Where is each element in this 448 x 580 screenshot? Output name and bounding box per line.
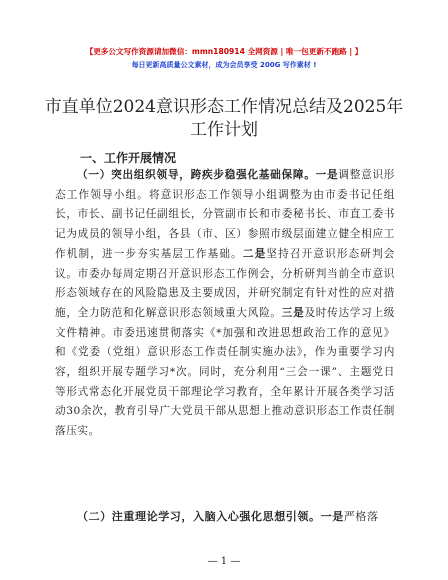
subsection-heading-1: （一）突出组织领导，跨疾步稳强化基础保障。: [77, 169, 316, 181]
point-marker: 一是: [315, 169, 339, 181]
promo-banner-line-2: 每日更新高质量公文素材，成为会员享受 200G 写作素材 !: [131, 61, 317, 69]
point-marker: 一是: [320, 510, 344, 523]
document-body: [55, 166, 395, 442]
paragraph-text: 严格落: [343, 510, 379, 523]
point-marker: 二是: [242, 247, 267, 260]
promo-banner-line-1: 【更多公文写作资源请加微信：mmn180914 全网资源 | 唯一包更新不跑路 | 】: [85, 47, 363, 56]
section-heading: 一、工作开展情况: [80, 151, 177, 165]
page-number: — 1 —: [207, 556, 241, 567]
subsection-heading-2: （二）注重理论学习，入脑入心强化思想引领。: [77, 510, 321, 523]
paragraph-theory-study: [77, 508, 379, 524]
paragraph-text: 调整意识形态工作领导小组。将意识形态工作领导小组调整为由市委书记任组长，市长、副书记任副组长，分管副市长和市委秘书长、市直工委书记为成员的领导小组，各县（市、区）参照市级层面建立健全相应工作机制，进一步夯实基层工作基础。: [55, 169, 396, 260]
document-title-line-1: 市直单位2024意识形态工作情况总结及2025年: [44, 97, 404, 117]
paragraph-organization: [55, 166, 395, 442]
point-marker: 三是: [281, 306, 305, 319]
paragraph-text: 及时传达学习上级文件精神。市委迅速贯彻落实《*加强和改进思想政治工作的意见》和《党委（党组）意识形态工作责任制实施办法》，作为重要学习内容，组织开展专题学习*次。同时，充分利用“三会一课”、主题党日等形式常态化开展党员干部理论学习教育，全年累计开展各类学习活动30余次，教育引导广大党员干部从思想上推动意识形态工作责任制落压实。: [55, 306, 395, 438]
document-title-line-2: 工作计划: [190, 120, 258, 140]
paragraph-text: 坚持召开意识形态研判会议。市委办每周定期召开意识形态工作例会，分析研判当前全市意识形态领域存在的风险隐患及主要成因，并研究制定有针对性的应对措施，全力防范和化解意识形态领域重大风险。: [55, 247, 395, 319]
